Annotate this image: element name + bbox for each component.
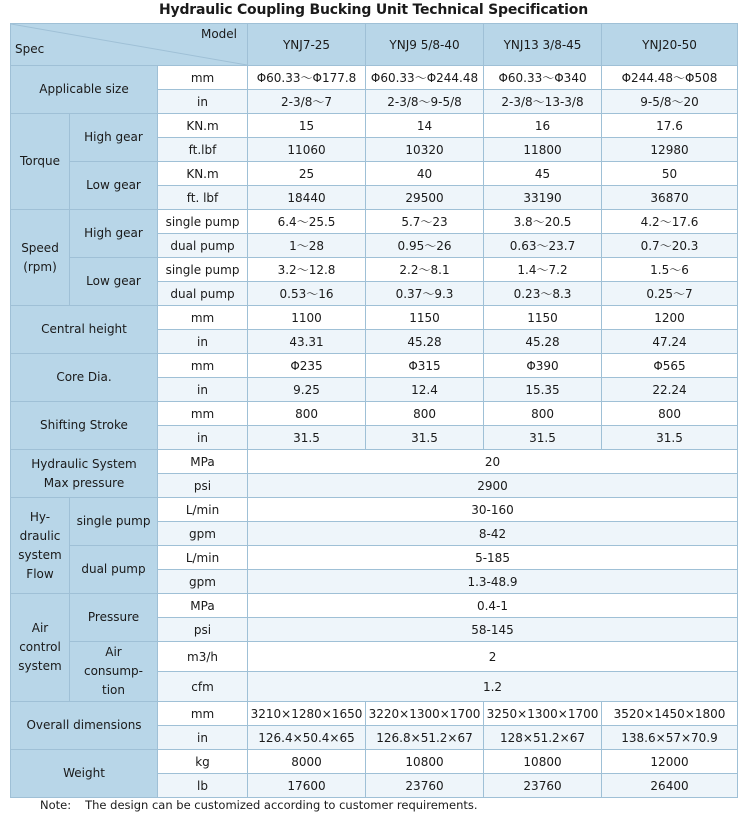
speed-label — [11, 210, 70, 306]
value-cell: 23760 — [484, 774, 602, 798]
shifting-stroke-label: Shifting Stroke — [11, 402, 158, 450]
header-row — [11, 24, 738, 66]
weight-label: Weight — [11, 750, 158, 798]
value-cell: 138.6×57×70.9 — [602, 726, 738, 750]
value-cell: 43.31 — [248, 330, 366, 354]
value-cell: 10800 — [484, 750, 602, 774]
value-cell: Φ60.33～Φ340 — [484, 66, 602, 90]
value-cell: 5.7～23 — [366, 210, 484, 234]
value-cell: 3210×1280×1650 — [248, 702, 366, 726]
value-cell: 0.4-1 — [248, 594, 738, 618]
unit-cell: dual pump — [158, 282, 248, 306]
value-cell: 3220×1300×1700 — [366, 702, 484, 726]
value-cell: 40 — [366, 162, 484, 186]
unit-cell: in — [158, 726, 248, 750]
applicable-size-label: Applicable size — [11, 66, 158, 114]
value-cell: 1.2 — [248, 672, 738, 702]
value-cell: 6.4～25.5 — [248, 210, 366, 234]
value-cell: 16 — [484, 114, 602, 138]
value-cell: 3250×1300×1700 — [484, 702, 602, 726]
value-cell: 800 — [602, 402, 738, 426]
table-row — [11, 114, 738, 138]
table-row — [11, 258, 738, 282]
value-cell: 47.24 — [602, 330, 738, 354]
value-cell: 1.4～7.2 — [484, 258, 602, 282]
table-row — [11, 354, 738, 378]
value-cell: 0.23～8.3 — [484, 282, 602, 306]
value-cell: 126.4×50.4×65 — [248, 726, 366, 750]
unit-cell: single pump — [158, 210, 248, 234]
speed-high-gear-label: High gear — [70, 210, 158, 258]
value-cell: 3.8～20.5 — [484, 210, 602, 234]
value-cell: 30-160 — [248, 498, 738, 522]
unit-cell: psi — [158, 474, 248, 498]
unit-cell: ft.lbf — [158, 138, 248, 162]
single-pump-label: single pump — [70, 498, 158, 546]
unit-cell: ft. lbf — [158, 186, 248, 210]
page-title: Hydraulic Coupling Bucking Unit Technical Specification — [159, 2, 588, 18]
torque-high-gear-label: High gear — [70, 114, 158, 162]
unit-cell: gpm — [158, 570, 248, 594]
unit-cell: L/min — [158, 546, 248, 570]
dual-pump-label: dual pump — [70, 546, 158, 594]
unit-cell: L/min — [158, 498, 248, 522]
value-cell: 4.2～17.6 — [602, 210, 738, 234]
torque-label: Torque — [11, 114, 70, 210]
value-cell: 3520×1450×1800 — [602, 702, 738, 726]
value-cell: 2-3/8～7 — [248, 90, 366, 114]
value-cell: 1～28 — [248, 234, 366, 258]
model-label: Model — [200, 27, 238, 41]
value-cell: 0.25～7 — [602, 282, 738, 306]
value-cell: 800 — [366, 402, 484, 426]
unit-cell: mm — [158, 66, 248, 90]
value-cell: 12.4 — [366, 378, 484, 402]
value-cell: 800 — [248, 402, 366, 426]
value-cell: 15 — [248, 114, 366, 138]
air-control-label-line: system — [18, 659, 62, 673]
spec-table — [10, 23, 738, 798]
value-cell: 800 — [484, 402, 602, 426]
value-cell: 20 — [248, 450, 738, 474]
value-cell: 1100 — [248, 306, 366, 330]
model-header: YNJ13 3/8-45 — [484, 24, 602, 66]
value-cell: 29500 — [366, 186, 484, 210]
hydraulic-pressure-label — [11, 450, 158, 498]
air-pressure-label: Pressure — [70, 594, 158, 642]
unit-cell: kg — [158, 750, 248, 774]
table-row — [11, 66, 738, 90]
unit-cell: mm — [158, 306, 248, 330]
value-cell: 1150 — [366, 306, 484, 330]
value-cell: 1200 — [602, 306, 738, 330]
value-cell: 15.35 — [484, 378, 602, 402]
overall-dimensions-label: Overall dimensions — [11, 702, 158, 750]
air-control-label-line: control — [19, 640, 61, 654]
hydraulic-pressure-label-line: Hydraulic System — [31, 456, 137, 471]
footnote — [40, 798, 478, 812]
torque-low-gear-label: Low gear — [70, 162, 158, 210]
value-cell: Φ235 — [248, 354, 366, 378]
value-cell: 14 — [366, 114, 484, 138]
value-cell: 2-3/8～13-3/8 — [484, 90, 602, 114]
value-cell: Φ565 — [602, 354, 738, 378]
value-cell: Φ390 — [484, 354, 602, 378]
value-cell: 9.25 — [248, 378, 366, 402]
table-row — [11, 594, 738, 618]
unit-cell: MPa — [158, 450, 248, 474]
air-consumption-label-line: consump- — [83, 664, 144, 678]
value-cell: 31.5 — [366, 426, 484, 450]
value-cell: Φ60.33～Φ244.48 — [366, 66, 484, 90]
value-cell: 58-145 — [248, 618, 738, 642]
value-cell: 0.53～16 — [248, 282, 366, 306]
note-text: The design can be customized according to customer requirements. — [85, 798, 478, 812]
value-cell: 17.6 — [602, 114, 738, 138]
unit-cell: in — [158, 90, 248, 114]
unit-cell: mm — [158, 702, 248, 726]
value-cell: 2-3/8～9-5/8 — [366, 90, 484, 114]
note-label: Note: — [40, 798, 72, 812]
value-cell: 45.28 — [366, 330, 484, 354]
value-cell: 0.7～20.3 — [602, 234, 738, 258]
hydraulic-pressure-label-line: Max pressure — [43, 475, 125, 490]
hydraulic-flow-label-line: Flow — [26, 566, 54, 581]
value-cell: Φ60.33～Φ177.8 — [248, 66, 366, 90]
hydraulic-flow-label-line: Hy- — [29, 509, 51, 524]
unit-cell: in — [158, 426, 248, 450]
value-cell: 45 — [484, 162, 602, 186]
unit-cell: in — [158, 330, 248, 354]
value-cell: 31.5 — [602, 426, 738, 450]
spec-label: Spec — [15, 42, 45, 56]
value-cell: 2.2～8.1 — [366, 258, 484, 282]
value-cell: 2900 — [248, 474, 738, 498]
value-cell: 22.24 — [602, 378, 738, 402]
hydraulic-flow-label-line: system — [18, 547, 62, 562]
speed-unit-line: (rpm) — [23, 259, 57, 274]
speed-low-gear-label: Low gear — [70, 258, 158, 306]
spec-model-corner — [11, 24, 248, 66]
table-row — [11, 750, 738, 774]
table-row — [11, 498, 738, 522]
table-row — [11, 450, 738, 474]
unit-cell: MPa — [158, 594, 248, 618]
table-row — [11, 402, 738, 426]
speed-label-line: Speed — [21, 240, 59, 255]
air-consumption-label — [70, 642, 158, 702]
value-cell: 5-185 — [248, 546, 738, 570]
value-cell: 126.8×51.2×67 — [366, 726, 484, 750]
air-consumption-label-line: Air — [105, 645, 122, 659]
value-cell: 0.37～9.3 — [366, 282, 484, 306]
unit-cell: in — [158, 378, 248, 402]
unit-cell: dual pump — [158, 234, 248, 258]
value-cell: 0.63～23.7 — [484, 234, 602, 258]
value-cell: 9-5/8～20 — [602, 90, 738, 114]
air-control-label-line: Air — [31, 621, 49, 635]
model-header: YNJ7-25 — [248, 24, 366, 66]
value-cell: 3.2～12.8 — [248, 258, 366, 282]
air-consumption-label-line: tion — [102, 683, 125, 697]
value-cell: 2 — [248, 642, 738, 672]
unit-cell: KN.m — [158, 114, 248, 138]
table-row — [11, 162, 738, 186]
value-cell: 128×51.2×67 — [484, 726, 602, 750]
table-row — [11, 642, 738, 672]
value-cell: 45.28 — [484, 330, 602, 354]
unit-cell: single pump — [158, 258, 248, 282]
hydraulic-flow-label-line: draulic — [19, 528, 61, 543]
value-cell: 17600 — [248, 774, 366, 798]
value-cell: 25 — [248, 162, 366, 186]
value-cell: 8-42 — [248, 522, 738, 546]
core-dia-label: Core Dia. — [11, 354, 158, 402]
unit-cell: KN.m — [158, 162, 248, 186]
value-cell: Φ244.48～Φ508 — [602, 66, 738, 90]
value-cell: 31.5 — [248, 426, 366, 450]
value-cell: 50 — [602, 162, 738, 186]
value-cell: 31.5 — [484, 426, 602, 450]
value-cell: 11800 — [484, 138, 602, 162]
value-cell: 0.95～26 — [366, 234, 484, 258]
value-cell: 18440 — [248, 186, 366, 210]
value-cell: 36870 — [602, 186, 738, 210]
unit-cell: m3/h — [158, 642, 248, 672]
value-cell: 10320 — [366, 138, 484, 162]
value-cell: 12980 — [602, 138, 738, 162]
table-row — [11, 210, 738, 234]
table-row — [11, 306, 738, 330]
value-cell: 1.3-48.9 — [248, 570, 738, 594]
unit-cell: cfm — [158, 672, 248, 702]
value-cell: Φ315 — [366, 354, 484, 378]
unit-cell: gpm — [158, 522, 248, 546]
model-header: YNJ9 5/8-40 — [366, 24, 484, 66]
value-cell: 10800 — [366, 750, 484, 774]
unit-cell: psi — [158, 618, 248, 642]
value-cell: 23760 — [366, 774, 484, 798]
hydraulic-flow-label — [11, 498, 70, 594]
value-cell: 1150 — [484, 306, 602, 330]
unit-cell: mm — [158, 354, 248, 378]
unit-cell: mm — [158, 402, 248, 426]
value-cell: 33190 — [484, 186, 602, 210]
model-header: YNJ20-50 — [602, 24, 738, 66]
value-cell: 26400 — [602, 774, 738, 798]
table-row — [11, 702, 738, 726]
unit-cell: lb — [158, 774, 248, 798]
table-row — [11, 546, 738, 570]
value-cell: 1.5～6 — [602, 258, 738, 282]
air-control-label — [11, 594, 70, 702]
value-cell: 8000 — [248, 750, 366, 774]
value-cell: 11060 — [248, 138, 366, 162]
central-height-label: Central height — [11, 306, 158, 354]
value-cell: 12000 — [602, 750, 738, 774]
